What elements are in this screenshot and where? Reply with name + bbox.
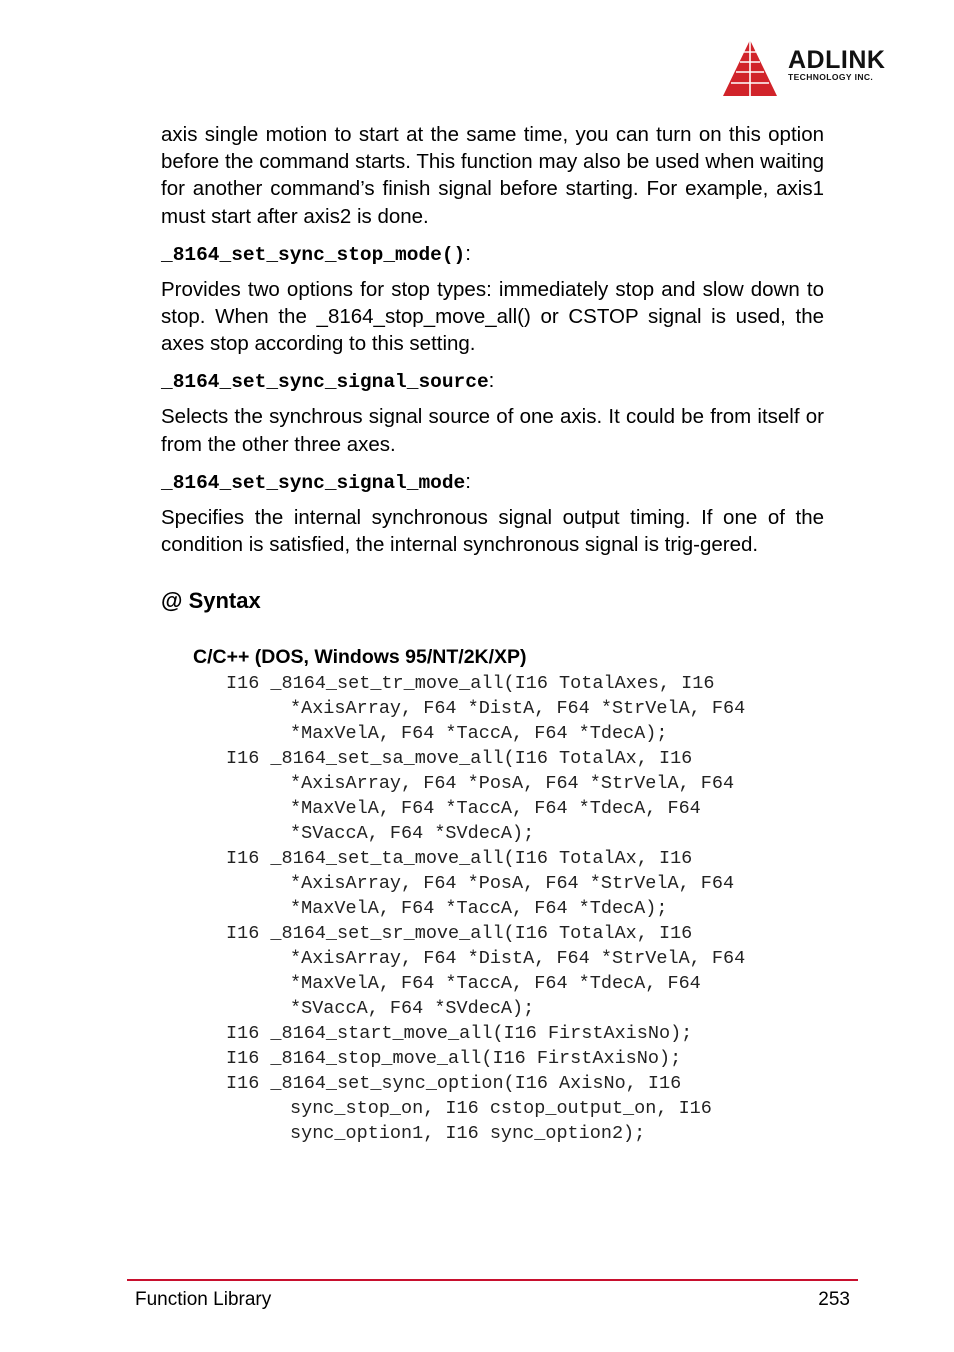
brand-tagline: TECHNOLOGY INC. [788,72,874,82]
function-suffix: : [465,469,471,493]
subsection-title: C/C++ (DOS, Windows 95/NT/2K/XP) [193,646,527,669]
code-signature [226,1021,824,1046]
intro-paragraph: axis single motion to start at the same time, you can turn on this option before the command starts. This function may also be used when waiting for another command’s finish signal before starting. For example, axis1 must start after axis2 is done. [161,123,824,228]
page-number: 253 [818,1289,850,1310]
code-line: *MaxVelA, F64 *TaccA, F64 *TdecA); [290,723,668,745]
code-line: *MaxVelA, F64 *TaccA, F64 *TdecA, F64 [290,973,701,995]
code-signature [226,746,824,846]
function-name: _8164_set_sync_signal_source [161,371,489,394]
function-label [161,242,824,267]
code-line: *AxisArray, F64 *PosA, F64 *StrVelA, F64 [290,873,735,895]
code-line: *MaxVelA, F64 *TaccA, F64 *TdecA, F64 [290,798,701,820]
code-signature [226,1046,824,1071]
section-title: @ Syntax [161,588,261,614]
code-line: sync_stop_on, I16 cstop_output_on, I16 [290,1098,712,1120]
function-text: Specifies the internal synchronous signal output timing. If one of the condition is satisfied, the internal synchronous signal is trig-gered. [161,505,824,557]
function-description [161,242,824,358]
code-line: *MaxVelA, F64 *TaccA, F64 *TdecA); [290,898,668,920]
function-description [161,369,824,457]
code-line: I16 _8164_set_sync_option(I16 AxisNo, I16 [226,1073,682,1095]
footer-section-name: Function Library [135,1289,272,1310]
code-line: *SVaccA, F64 *SVdecA); [290,998,535,1020]
code-signature [226,671,824,746]
page-content [161,121,824,1146]
function-label [161,369,824,394]
function-text: Provides two options for stop types: immediately stop and slow down to stop. When the _8164_stop_move_all() or CSTOP signal is used, the axes stop according to this setting. [161,277,824,356]
code-line: I16 _8164_stop_move_all(I16 FirstAxisNo); [226,1048,682,1070]
brand-logo [722,38,912,100]
code-line: I16 _8164_start_move_all(I16 FirstAxisNo); [226,1023,693,1045]
code-signature [226,846,824,921]
code-line: sync_option1, I16 sync_option2); [290,1123,646,1145]
function-name: _8164_set_sync_signal_mode [161,471,466,494]
code-line: I16 _8164_set_sr_move_all(I16 TotalAx, I16 [226,923,693,945]
function-text: Selects the synchrous signal source of one axis. It could be from itself or from the other three axes. [161,405,824,456]
function-description [161,470,824,558]
footer-rule [127,1279,858,1281]
adlink-triangle-icon [722,38,782,100]
code-signature [226,1071,824,1146]
code-line: *AxisArray, F64 *DistA, F64 *StrVelA, F64 [290,948,746,970]
code-line: I16 _8164_set_sa_move_all(I16 TotalAx, I16 [226,748,693,770]
code-line: I16 _8164_set_tr_move_all(I16 TotalAxes, I16 [226,673,715,695]
function-suffix: : [488,369,495,393]
code-line: *SVaccA, F64 *SVdecA); [290,823,535,845]
function-suffix: : [465,241,471,265]
brand-name: ADLINK [788,46,886,74]
code-signature [226,921,824,1021]
code-line: *AxisArray, F64 *DistA, F64 *StrVelA, F64 [290,698,746,720]
code-block [226,671,824,1146]
function-name: _8164_set_sync_stop_mode() [161,243,466,266]
code-line: I16 _8164_set_ta_move_all(I16 TotalAx, I16 [226,848,693,870]
code-line: *AxisArray, F64 *PosA, F64 *StrVelA, F64 [290,773,735,795]
function-label [161,470,824,495]
